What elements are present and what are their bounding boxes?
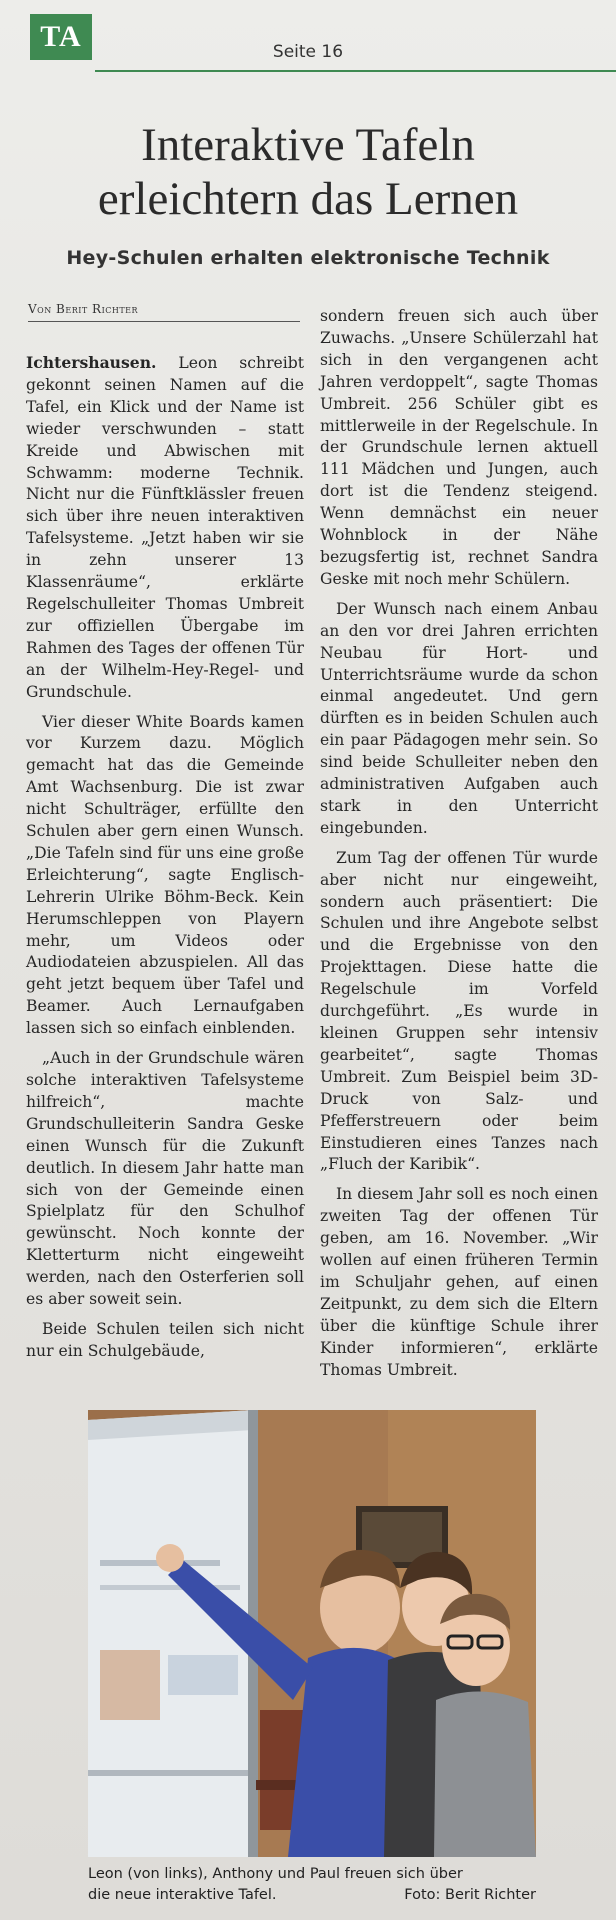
caption-line-2: die neue interaktive Tafel. [88, 1887, 277, 1903]
photo-caption [88, 1864, 536, 1906]
byline: Von Berit Richter [28, 302, 300, 322]
paragraph [26, 352, 304, 704]
header-divider [95, 70, 616, 72]
article-headline [20, 118, 596, 226]
headline-line-2: erleichtern das Lernen [97, 173, 519, 225]
paragraph: „Auch in der Grundschule wären solche interaktiven Tafelsysteme hilfreich“, machte Grundschulleiterin Sandra Geske einen Wunsch für die Zukunft deutlich. In diesem Jahr hatte man sich von der Gemeinde einen Spielplatz für den Schulhof gewünscht. Noch konnte der Kletterturm nicht eingeweiht werden, nach den Osterferien soll es aber soweit sein. [26, 1049, 304, 1309]
caption-line-1: Leon (von links), Anthony und Paul freuen sich über [88, 1866, 463, 1882]
article-column-left [26, 352, 304, 1363]
paragraph: In diesem Jahr soll es noch einen zweiten Tag der offenen Tür geben, am 16. November. „Wir wollen auf einen früheren Termin im Schuljahr gehen, auf einen Zeitpunkt, zu dem sich die Eltern über die künftige Schule ihrer Kinder informieren“, erklärte Thomas Umbreit. [320, 1185, 598, 1379]
article-column-right [320, 306, 598, 1382]
dateline: Ichtershausen. [26, 353, 157, 372]
paragraph: Der Wunsch nach einem Anbau an den vor drei Jahren errichten Neubau für Hort- und Unterrichtsräume wurde da schon einmal angedeutet. Und gern dürften es in beiden Schulen auch ein paar Pädagogen mehr sein. So sind beide Schulleiter neben den administrativen Aufgaben auch stark in den Unterricht eingebunden. [320, 599, 598, 837]
article-subheadline: Hey-Schulen erhalten elektronische Technik [66, 247, 550, 269]
paragraph: Beide Schulen teilen sich nicht nur ein Schulgebäude, [26, 1319, 304, 1360]
photo-illustration [88, 1410, 536, 1857]
headline-line-1: Interaktive Tafeln [141, 119, 475, 171]
paragraph: Zum Tag der offenen Tür wurde aber nicht nur eingeweiht, sondern auch präsentiert: Die Schulen und ihre Angebote selbst und die Ergebnisse von den Projekttagen. Diese hatte die Regelschule im Vorfeld durchgeführt. „Es wurde in kleinen Gruppen sehr intensiv gearbeitet“, sagte Thomas Umbreit. Zum Beispiel beim 3D-Druck von Salz- und Pfefferstreuern oder beim Einstudieren eines Tanzes nach „Fluch der Karibik“. [320, 848, 598, 1174]
article-photo [88, 1410, 536, 1857]
paragraph-text: Leon schreibt gekonnt seinen Namen auf die Tafel, ein Klick und der Name ist wieder verschwunden – statt Kreide und Abwischen mit Schwamm: moderne Technik. Nicht nur die Fünftklässler freuen sich über ihre neuen interaktiven Tafelsysteme. „Jetzt haben wir sie in zehn unserer 13 Klassenräume“, erklärte Regelschulleiter Thomas Umbreit zur offiziellen Übergabe im Rahmen des Tages der offenen Tür an der Wilhelm-Hey-Regel- und Grundschule. [26, 354, 304, 701]
paragraph: Vier dieser White Boards kamen vor Kurzem dazu. Möglich gemacht hat das die Gemeinde Amt Wachsenburg. Die ist zwar nicht Schulträger, erfüllte den Schulen aber gern einen Wunsch. „Die Tafeln sind für uns eine große Erleichterung“, sagte Englisch-Lehrerin Ulrike Böhm-Beck. Kein Herumschleppen von Playern mehr, um Videos oder Audiodateien abzuspielen. All das geht jetzt bequem über Tafel und Beamer. Auch Lernaufgaben lassen sich so einfach einblenden. [26, 712, 304, 1038]
paragraph: sondern freuen sich auch über Zuwachs. „Unsere Schülerzahl hat sich in den vergangenen acht Jahren verdoppelt“, sagte Thomas Umbreit. 256 Schüler gibt es mittlerweile in der Regelschule. In der Grundschule lernen aktuell 111 Mädchen und Jungen, auch dort ist die Tendenz steigend. Wenn demnächst ein neuer Wohnblock in der Nähe bezugsfertig ist, rechnet Sandra Geske mit noch mehr Schülern. [320, 307, 598, 588]
photo-credit: Foto: Berit Richter [404, 1887, 536, 1903]
page-number: Seite 16 [272, 42, 344, 62]
newspaper-logo: TA [30, 14, 92, 60]
